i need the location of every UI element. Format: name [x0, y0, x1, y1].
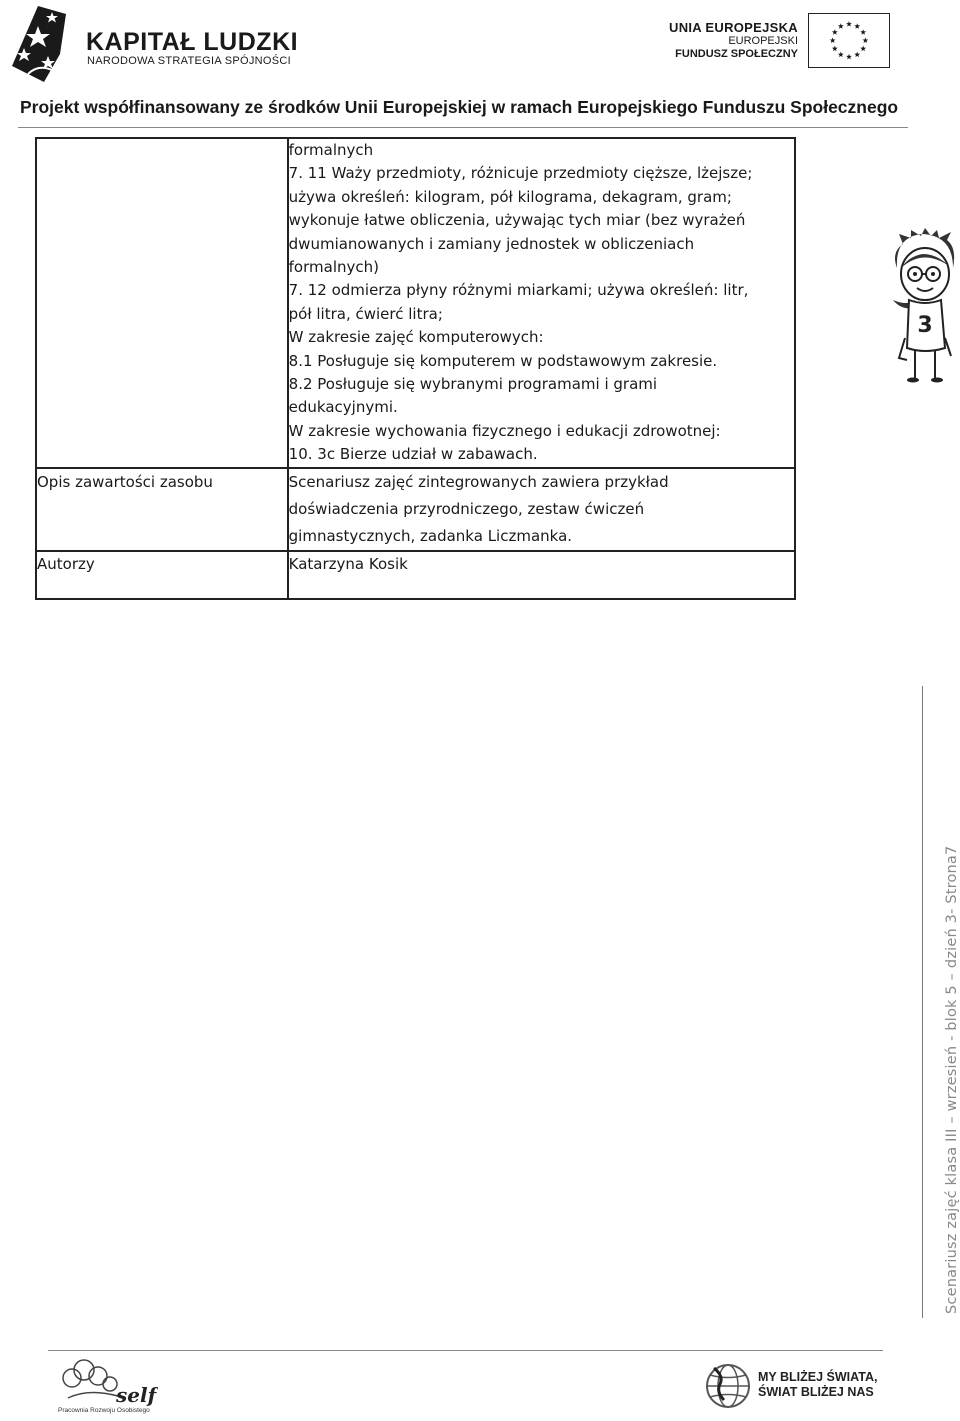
authors-value-cell	[288, 551, 795, 599]
side-divider	[922, 686, 923, 1318]
description-line: gimnastycznych, zadanka Liczmanka.	[288, 526, 573, 545]
cofinancing-tagline: Projekt współfinansowany ze środków Unii Europejskiej w ramach Europejskiego Funduszu Społecznego	[20, 97, 899, 117]
brand-line-1: MY BLIŻEJ ŚWIATA,	[758, 1370, 878, 1384]
eu-fund-line2: FUNDUSZ SPOŁECZNY	[675, 48, 798, 60]
header-divider	[18, 127, 908, 128]
kapital-ludzki-logo-icon	[8, 4, 70, 84]
description-line: doświadczenia przyrodniczego, zestaw ćwiczeń	[288, 499, 645, 518]
table-row	[36, 138, 795, 468]
empty-label-cell	[36, 138, 288, 468]
brand-line-2: ŚWIAT BLIŻEJ NAS	[758, 1385, 874, 1399]
class-number-badge: 3	[917, 313, 933, 338]
outcome-line: pół litra, ćwierć litra;	[288, 304, 443, 323]
eu-flag-icon	[808, 13, 890, 68]
page-footer-vertical-caption: Scenariusz zajęć klasa III – wrzesień - blok 5 – dzień 3- Strona7	[944, 845, 960, 1314]
outcome-line: formalnych	[288, 141, 374, 159]
eu-star-icon	[860, 46, 866, 52]
self-logo-icon	[58, 1358, 158, 1410]
globe-icon	[704, 1360, 752, 1412]
eu-title: UNIA EUROPEJSKA	[669, 20, 798, 35]
description-label-cell	[36, 468, 288, 551]
eu-star-icon	[832, 29, 838, 35]
outcome-line: edukacyjnymi.	[288, 398, 398, 417]
kapital-ludzki-title: KAPITAŁ LUDZKI	[86, 28, 299, 56]
child-mascot-icon	[887, 228, 959, 383]
outcome-line: 7. 11 Waży przedmioty, różnicuje przedmioty cięższe, lżejsze;	[288, 164, 753, 183]
eu-star-icon	[830, 37, 836, 43]
eu-fund-line1: EUROPEJSKI	[728, 35, 798, 47]
footer-divider	[48, 1350, 883, 1351]
outcome-line: W zakresie wychowania fizycznego i edukacji zdrowotnej:	[288, 421, 721, 440]
table-row	[36, 468, 795, 551]
page-header	[0, 0, 960, 132]
self-caption: Pracownia Rozwoju Osobistego	[58, 1407, 150, 1414]
outcome-line: W zakresie zajęć komputerowych:	[288, 328, 544, 347]
outcome-line: 8.2 Posługuje się wybranymi programami i grami	[288, 375, 658, 394]
eu-star-icon	[846, 54, 852, 60]
eu-star-icon	[838, 23, 844, 29]
eu-star-icon	[846, 21, 852, 27]
outcome-line: dwumianowanych i zamiany jednostek w obliczeniach	[288, 234, 695, 253]
authors-label-cell	[36, 551, 288, 599]
eu-star-icon	[838, 52, 844, 58]
outcome-line: 7. 12 odmierza płyny różnymi miarkami; używa określeń: litr,	[288, 281, 749, 300]
eu-star-icon	[854, 52, 860, 58]
eu-star-icon	[862, 37, 868, 43]
description-value-cell	[288, 468, 795, 551]
outcome-line: formalnych)	[288, 258, 379, 277]
outcome-line: 8.1 Posługuje się komputerem w podstawowym zakresie.	[288, 351, 718, 370]
table-row	[36, 551, 795, 599]
description-label: Opis zawartości zasobu	[37, 472, 213, 491]
authors-value: Katarzyna Kosik	[288, 554, 408, 573]
authors-label: Autorzy	[37, 554, 95, 573]
project-brand	[758, 1370, 877, 1400]
outcome-line: używa określeń: kilogram, pół kilograma, dekagram, gram;	[288, 187, 732, 206]
eu-star-icon	[832, 46, 838, 52]
resource-info-table	[35, 137, 796, 600]
outcome-line: 10. 3c Bierze udział w zabawach.	[288, 445, 538, 464]
outcome-line: wykonuje łatwe obliczenia, używając tych miar (bez wyrażeń	[288, 211, 746, 230]
eu-label	[669, 20, 798, 61]
eu-star-icon	[860, 29, 866, 35]
kapital-ludzki-subtitle: NARODOWA STRATEGIA SPÓJNOŚCI	[87, 55, 291, 67]
self-logo-text: self	[116, 1383, 157, 1407]
eu-star-icon	[854, 23, 860, 29]
description-line: Scenariusz zajęć zintegrowanych zawiera przykład	[288, 472, 669, 491]
curriculum-outcomes-cell	[288, 138, 795, 468]
